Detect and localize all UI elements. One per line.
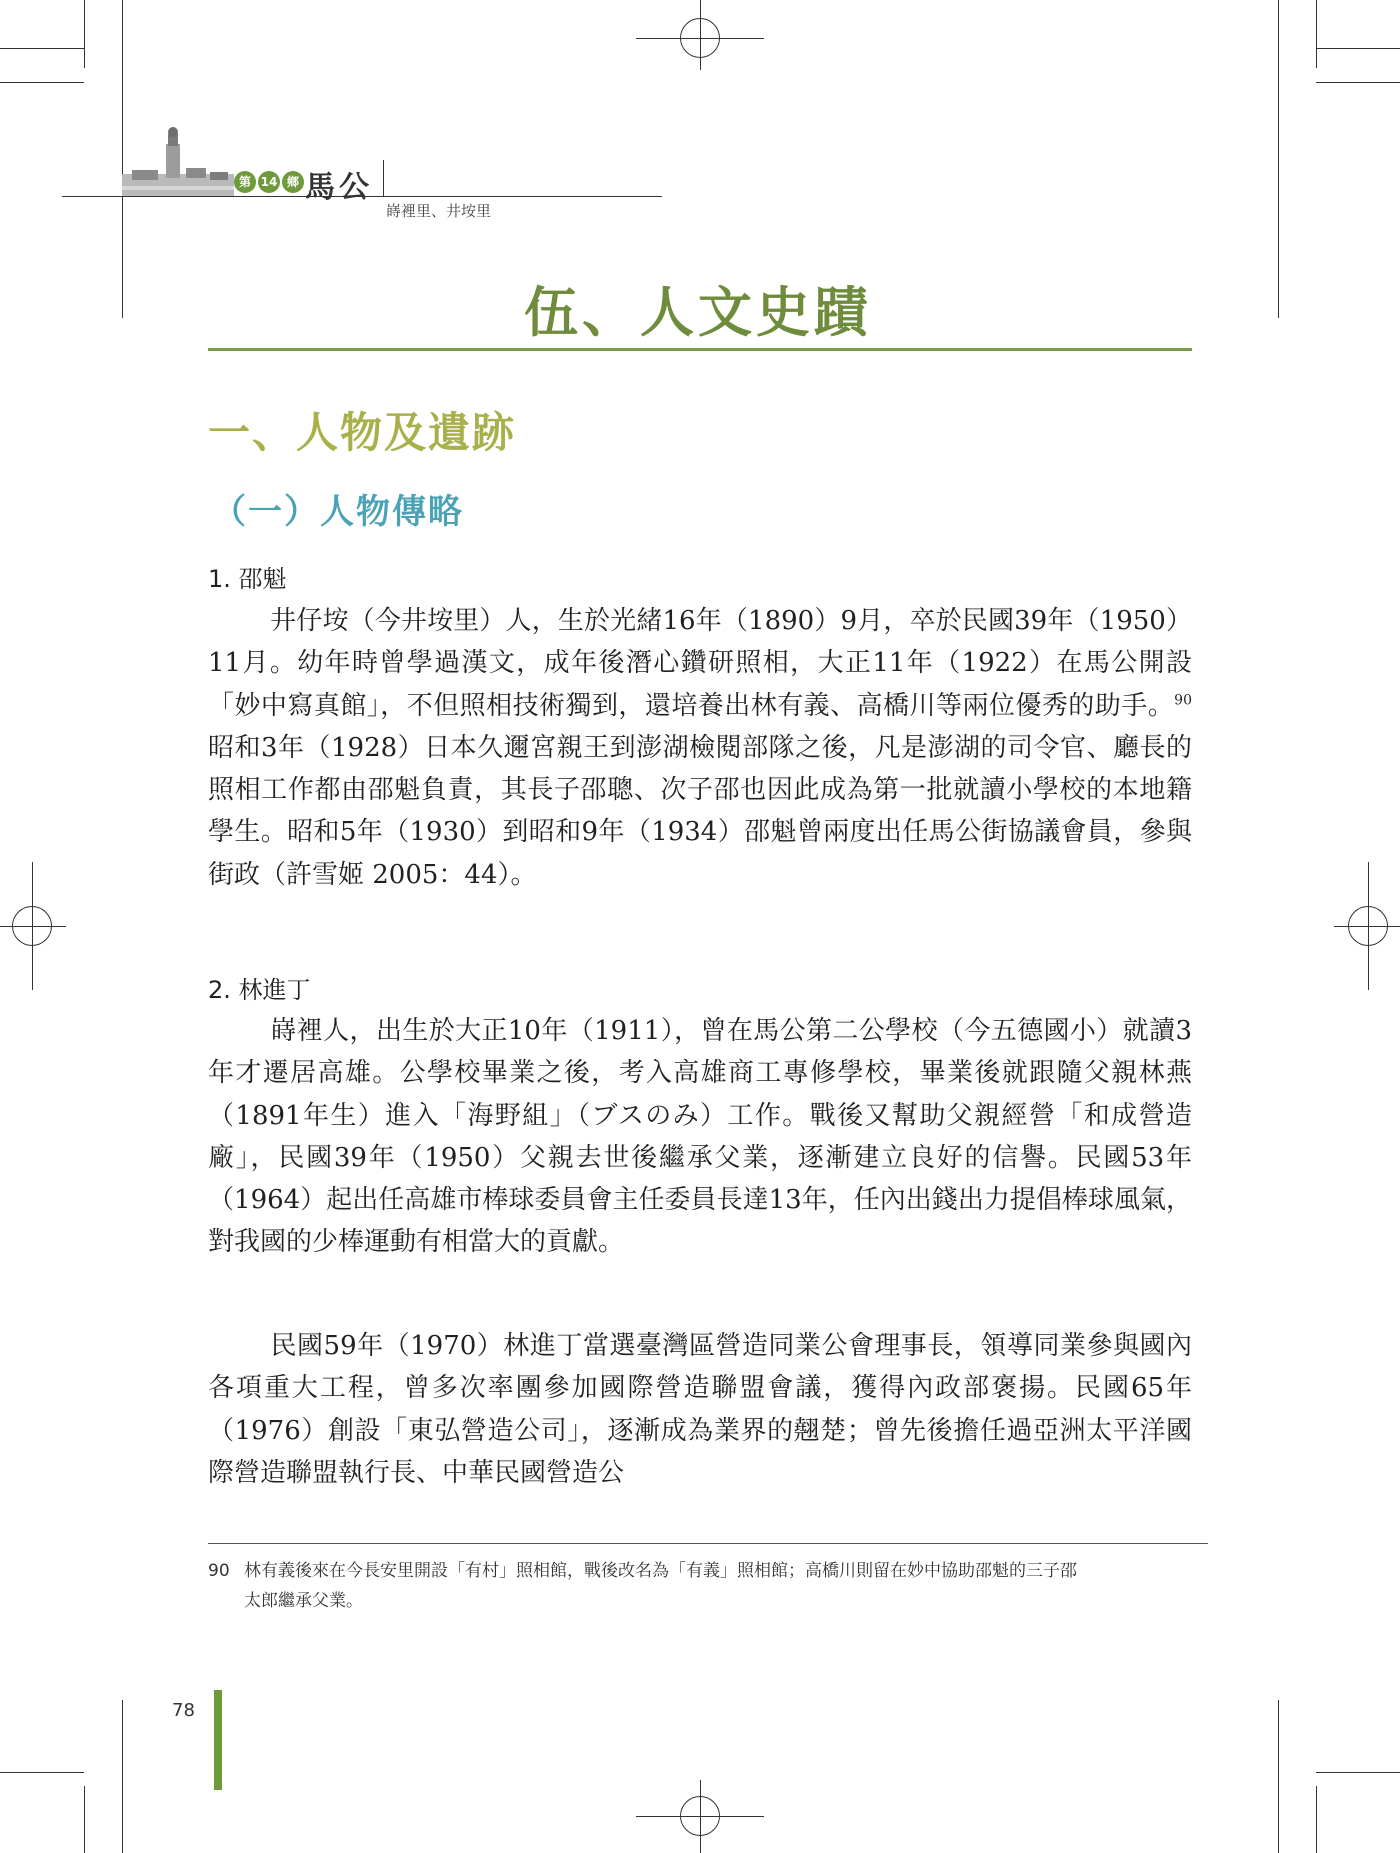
- paragraph-text: 嵵裡人，出生於大正10年（1911），曾在馬公第二公學校（今五德國小）就讀3年才遷居高雄。公學校畢業之後，考入高雄商工專修學校，畢業後就跟隨父親林燕（1891年生）進入「海野組」（ブスのみ）工作。戰後又幫助父親經營「和成營造廠」，民國39年（1950）父親去世後繼承父業，逐漸建立良好的信譽。民國53年（1964）起出任高雄市棒球委員會主任委員長達13年，任內出錢出力提倡棒球風氣，對我國的少棒運動有相當大的貢獻。: [208, 1016, 1192, 1258]
- footnote-line-2: 太郎繼承父業。: [244, 1591, 363, 1611]
- item-title-1: 1. 邵魁: [208, 565, 287, 593]
- chapter-badge-suffix: 鄉: [282, 171, 304, 193]
- subsection-title: （一）人物傳略: [212, 492, 464, 532]
- chapter-title: 伍、人文史蹟: [524, 280, 872, 344]
- footnote-text-1: 林有義後來在今長安里開設「有村」照相館，戰後改名為「有義」照相館；高橋川則留在妙中協助邵魁的三子邵: [244, 1561, 1077, 1581]
- footnote-line-1: [208, 1556, 1208, 1586]
- footnote: [208, 1556, 1208, 1616]
- section-title: 一、人物及遺跡: [208, 408, 517, 457]
- paragraph-lin-jinding-2: [208, 1325, 1192, 1494]
- lighthouse-monument-icon: [122, 126, 234, 196]
- chapter-badge-prefix: 第: [234, 171, 256, 193]
- footnote-rule: [208, 1543, 1208, 1544]
- page-accent-bar: [214, 1690, 222, 1790]
- paragraph-text-part1: 井仔垵（今井垵里）人，生於光緒16年（1890）9月，卒於民國39年（1950）11月。幼年時曾學過漢文，成年後潛心鑽研照相，大正11年（1922）在馬公開設「妙中寫真館」，不但照相技術獨到，還培養出林有義、高橋川等兩位優秀的助手。: [208, 606, 1192, 721]
- paragraph-text: 民國59年（1970）林進丁當選臺灣區營造同業公會理事長，領導同業參與國內各項重大工程，曾多次率團參加國際營造聯盟會議，獲得內政部褒揚。民國65年（1976）創設「東弘營造公司」，逐漸成為業界的翹楚；曾先後擔任過亞洲太平洋國際營造聯盟執行長、中華民國營造公: [208, 1331, 1192, 1488]
- footnote-number: 90: [208, 1561, 230, 1581]
- header-title: 馬公: [305, 170, 373, 205]
- footnote-reference[interactable]: 90: [1174, 691, 1192, 708]
- chapter-badge: [234, 170, 304, 194]
- paragraph-text-part2: 昭和3年（1928）日本久邇宮親王到澎湖檢閱部隊之後，凡是澎湖的司令官、廳長的照相工作都由邵魁負責，其長子邵聰、次子邵也因此成為第一批就讀小學校的本地籍學生。昭和5年（1930）到昭和9年（1934）邵魁曾兩度出任馬公街協議會員，參與街政（許雪姬 2005：44）。: [208, 732, 1192, 890]
- item-title-2: 2. 林進丁: [208, 976, 311, 1004]
- chapter-badge-number: 14: [258, 171, 280, 193]
- page-number: 78: [172, 1700, 195, 1721]
- header-divider: [383, 160, 384, 196]
- header-subtitle: 嵵裡里、井垵里: [386, 202, 492, 220]
- paragraph-shao-kui: [208, 600, 1192, 896]
- chapter-title-rule: [208, 348, 1192, 351]
- paragraph-lin-jinding-1: [208, 1010, 1192, 1264]
